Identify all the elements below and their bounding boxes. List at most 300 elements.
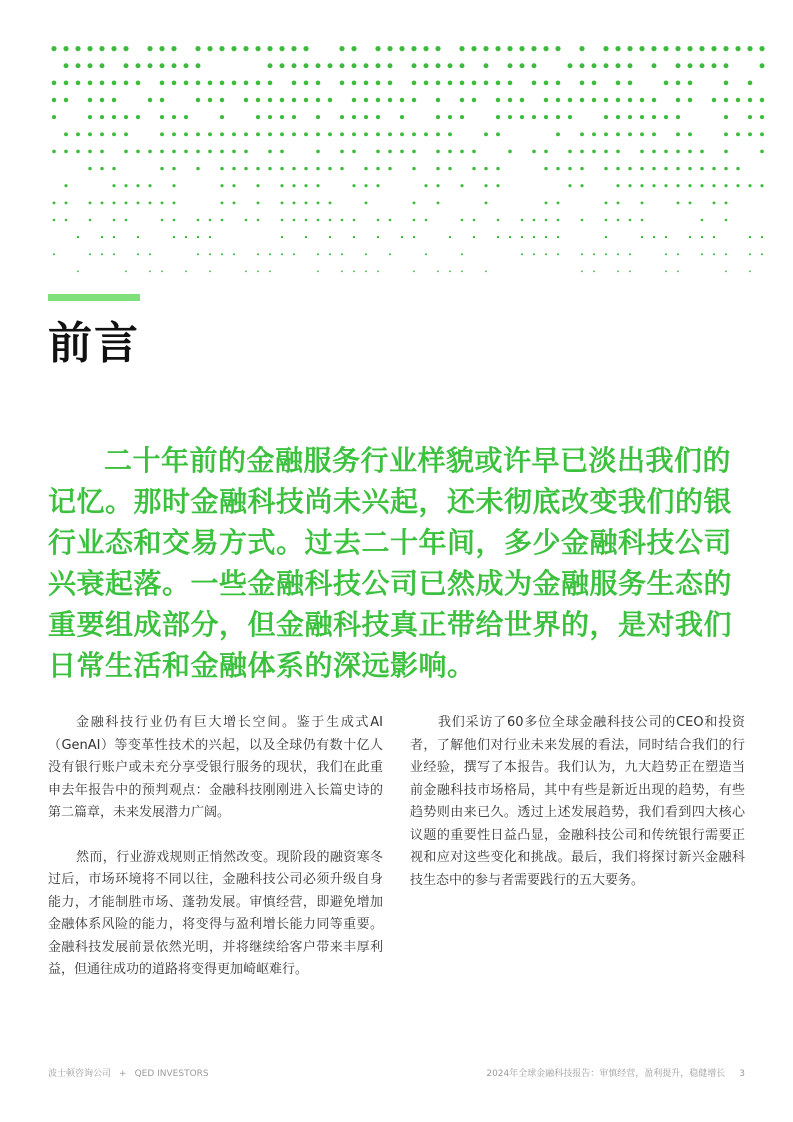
decor-dot (676, 115, 680, 119)
decor-dot (676, 167, 679, 170)
decor-dot (615, 46, 620, 51)
decor-dot (317, 219, 320, 222)
decor-dot (664, 167, 667, 170)
decor-dot (425, 253, 427, 255)
decor-dot (149, 201, 152, 204)
decor-dot (291, 46, 296, 51)
decor-dot (304, 167, 307, 170)
footer-report-title: 2024年全球金融科技报告：审慎经营，盈利提升，稳健增长 (486, 1069, 726, 1079)
decor-dot (268, 81, 273, 86)
decor-dot (628, 132, 632, 136)
decor-dot (735, 46, 740, 51)
decor-dot (748, 98, 752, 102)
decor-dot (749, 253, 751, 255)
footer-right (486, 1066, 745, 1079)
decor-dot (616, 167, 619, 170)
decor-dot (532, 81, 537, 86)
decor-dot (604, 167, 607, 170)
decor-dot (137, 253, 139, 255)
decor-dot (472, 167, 475, 170)
decor-dot (640, 184, 643, 187)
decor-dot (353, 219, 356, 222)
decor-dot (173, 236, 175, 238)
decor-dot (137, 201, 140, 204)
decor-dot (724, 63, 729, 68)
decor-dot (484, 63, 489, 68)
decor-dot (377, 236, 379, 238)
decor-dot (100, 132, 104, 136)
decor-dot (640, 132, 644, 136)
decor-dot (220, 167, 223, 170)
decor-dot (603, 46, 608, 51)
decor-dot (723, 46, 728, 51)
decor-dot (700, 167, 703, 170)
decor-dot (700, 184, 703, 187)
decor-dot (221, 219, 224, 222)
decor-dot (376, 167, 379, 170)
decor-dot (376, 184, 379, 187)
decor-dot (220, 150, 224, 154)
decor-dot (724, 115, 728, 119)
decor-dot (411, 46, 416, 51)
decor-dot (124, 150, 128, 154)
decor-dot (604, 98, 608, 102)
decor-dot (280, 150, 284, 154)
decor-dot (389, 253, 391, 255)
decor-dot (364, 132, 368, 136)
decor-dot (580, 98, 584, 102)
decor-dot (616, 98, 620, 102)
decor-dot (268, 98, 272, 102)
decor-dot (280, 167, 283, 170)
decor-dot (256, 115, 260, 119)
lead-paragraph: 二十年前的金融服务行业样貌或许早已淡出我们的记忆。那时金融科技尚未兴起，还未彻底改变我们的银行业态和交易方式。过去二十年间，多少金融科技公司兴衰起落。一些金融科技公司已然成为金融服务生态的重要组成部分，但金融科技真正带给世界的，是对我们日常生活和金融体系的深远影响。 (48, 444, 733, 682)
decor-dot (184, 81, 189, 86)
decor-dot (724, 150, 728, 154)
decor-dot (160, 167, 163, 170)
decor-dot (664, 150, 668, 154)
decor-dot (88, 81, 93, 86)
decor-dot (388, 81, 393, 86)
decor-dot (557, 236, 559, 238)
decor-dot (520, 98, 524, 102)
decor-dot (209, 270, 211, 272)
decor-dot (171, 46, 176, 51)
decor-dot (124, 184, 127, 187)
decor-dot (533, 236, 535, 238)
decor-dot (412, 150, 416, 154)
decor-dot (424, 132, 428, 136)
decor-dot (532, 115, 536, 119)
decor-dot (149, 253, 151, 255)
decor-dot (713, 236, 715, 238)
decor-dot (184, 115, 188, 119)
decor-dot (412, 98, 416, 102)
decor-dot (244, 150, 248, 154)
decor-dot (568, 184, 571, 187)
decor-dot (663, 46, 668, 51)
decor-dot (124, 63, 129, 68)
decor-dot (711, 46, 716, 51)
title-accent-bar (48, 294, 140, 301)
decor-dot (665, 270, 667, 272)
decor-dot (196, 63, 201, 68)
decor-dot (317, 201, 320, 204)
decor-dot (533, 253, 535, 255)
decor-dot (759, 46, 764, 51)
decor-dot (472, 81, 477, 86)
decor-dot (292, 132, 296, 136)
decor-dot (232, 81, 237, 86)
decor-dot (592, 132, 596, 136)
decor-dot (688, 184, 691, 187)
decor-dot (460, 98, 464, 102)
decor-dot (556, 98, 560, 102)
decor-dot (436, 63, 441, 68)
decor-dot (616, 63, 621, 68)
decor-dot (64, 98, 68, 102)
decor-dot (580, 63, 585, 68)
decor-dot (112, 184, 115, 187)
decor-dot (701, 236, 703, 238)
decor-dot (328, 63, 333, 68)
decor-dot (461, 270, 463, 272)
decor-dot (605, 236, 607, 238)
decor-dot (653, 236, 655, 238)
decor-dot (196, 167, 199, 170)
decor-dot (111, 46, 116, 51)
decor-dot (496, 132, 500, 136)
decor-dot (448, 115, 452, 119)
decor-dot (688, 98, 692, 102)
decor-dot (677, 270, 679, 272)
decor-dot (593, 253, 595, 255)
decor-dot (352, 63, 357, 68)
decor-dot (412, 63, 417, 68)
decor-dot (376, 115, 380, 119)
decor-dot (160, 63, 165, 68)
decor-dot (329, 236, 331, 238)
decor-dot (232, 184, 235, 187)
decor-dot (376, 63, 381, 68)
decor-dot (436, 115, 440, 119)
decor-dot (376, 81, 381, 86)
decor-dot (652, 63, 657, 68)
decor-dot (724, 98, 728, 102)
decor-dot (437, 270, 439, 272)
decor-dot (267, 46, 272, 51)
decor-dot (413, 219, 416, 222)
decor-dot (724, 167, 727, 170)
decor-dot (688, 150, 692, 154)
decor-dot (52, 98, 56, 102)
decor-dot (88, 132, 92, 136)
decor-dot (76, 63, 81, 68)
decor-dot (388, 98, 392, 102)
decor-dot (605, 219, 608, 222)
decor-dot (304, 63, 309, 68)
decor-dot (508, 63, 513, 68)
decor-dot (219, 46, 224, 51)
decor-dot (377, 219, 380, 222)
decor-dot (412, 132, 416, 136)
decor-dot (53, 253, 55, 255)
decor-dot (101, 253, 103, 255)
decor-dot (269, 253, 271, 255)
decor-dot (496, 167, 499, 170)
decor-dot (376, 132, 380, 136)
decor-dot (220, 81, 225, 86)
decor-dot (508, 150, 512, 154)
decor-dot (256, 184, 259, 187)
decor-dot (268, 132, 272, 136)
decor-dot (628, 81, 633, 86)
decor-dot (209, 219, 212, 222)
decor-dot (88, 150, 92, 154)
decor-dot (196, 81, 201, 86)
decor-dot (448, 132, 452, 136)
decor-dot (281, 201, 284, 204)
decor-dot (64, 63, 69, 68)
decor-dot (64, 132, 68, 136)
decor-dot (388, 63, 393, 68)
decor-dot (545, 253, 547, 255)
decor-dot (436, 184, 439, 187)
decor-dot (209, 236, 211, 238)
decor-dot (89, 253, 91, 255)
decor-dot (460, 115, 464, 119)
decor-dot (304, 184, 307, 187)
decor-dot (280, 98, 284, 102)
decor-dot (256, 132, 260, 136)
decor-dot (316, 63, 321, 68)
decor-dot (520, 63, 525, 68)
decor-dot (255, 46, 260, 51)
decor-dot (221, 253, 223, 255)
decor-dot (749, 236, 751, 238)
decor-dot (519, 46, 524, 51)
decor-dot (436, 150, 440, 154)
decor-dot (531, 46, 536, 51)
decor-dot (557, 201, 560, 204)
decor-dot (77, 270, 79, 272)
decor-dot (279, 46, 284, 51)
decor-dot (628, 167, 631, 170)
decor-dot (461, 219, 464, 222)
decor-dot (617, 219, 620, 222)
decor-dot (64, 81, 69, 86)
decor-dot (689, 201, 692, 204)
decor-dot (123, 46, 128, 51)
decor-dot (400, 115, 404, 119)
decor-dot (125, 219, 128, 222)
decor-dot (676, 81, 681, 86)
decor-dot (665, 236, 667, 238)
decor-dot (436, 132, 440, 136)
decor-dot (736, 184, 739, 187)
decor-dot (268, 167, 271, 170)
decor-dot (413, 270, 415, 272)
decor-dot (280, 115, 284, 119)
decor-dot (125, 201, 128, 204)
decor-dot (305, 236, 307, 238)
decor-dot (161, 201, 164, 204)
decor-dot (268, 150, 272, 154)
decor-dot (88, 63, 93, 68)
decor-dot (485, 270, 487, 272)
decor-dot (124, 81, 129, 86)
decor-dot (617, 270, 619, 272)
decor-dot (317, 253, 319, 255)
decor-dot (688, 63, 693, 68)
decor-dot (557, 219, 560, 222)
decor-dot (747, 46, 752, 51)
decor-dot (149, 270, 151, 272)
decor-dot (581, 270, 583, 272)
decor-dot (484, 184, 487, 187)
decor-dot (112, 98, 116, 102)
decor-dot (220, 184, 223, 187)
decor-dot (413, 201, 416, 204)
decor-dot (555, 46, 560, 51)
decor-dot (688, 167, 691, 170)
decor-dot (172, 150, 176, 154)
decor-dot (375, 46, 380, 51)
decor-dot (161, 270, 163, 272)
decor-dot (293, 253, 295, 255)
decor-dot (244, 98, 248, 102)
decor-dot (64, 150, 68, 154)
decor-dot (580, 150, 584, 154)
decor-dot (353, 270, 355, 272)
decor-dot (545, 219, 548, 222)
decor-dot (485, 201, 488, 204)
decor-dot (400, 132, 404, 136)
decor-dot (75, 46, 80, 51)
decor-dot (640, 150, 644, 154)
decor-dot (508, 98, 512, 102)
decor-dot (496, 98, 500, 102)
decor-dot (483, 46, 488, 51)
decor-dot (712, 63, 717, 68)
decor-dot (497, 236, 499, 238)
decor-dot (304, 132, 308, 136)
decor-dot (436, 81, 441, 86)
decor-dot (353, 236, 355, 238)
decor-dot (676, 132, 680, 136)
decor-dot (760, 63, 765, 68)
decor-dot (424, 63, 429, 68)
decor-dot (425, 219, 428, 222)
decor-dot (459, 46, 464, 51)
decor-dot (148, 150, 152, 154)
decor-dot (496, 115, 500, 119)
decor-dot (269, 270, 271, 272)
decor-dot (172, 167, 175, 170)
decor-dot (448, 150, 452, 154)
decor-dot (521, 253, 523, 255)
decor-dot (629, 270, 631, 272)
decor-dot (292, 63, 297, 68)
decor-dot (257, 219, 260, 222)
decor-dot (604, 63, 609, 68)
decor-dot (521, 219, 524, 222)
decor-dot (424, 184, 427, 187)
decor-dot (88, 98, 92, 102)
decor-dot (460, 81, 465, 86)
decor-dot (329, 219, 332, 222)
decor-dot (748, 132, 752, 136)
decor-dot (436, 98, 440, 102)
decor-dot (460, 63, 465, 68)
decor-dot (172, 63, 177, 68)
decor-dot (544, 98, 548, 102)
decor-dot (245, 219, 248, 222)
decor-dot (173, 201, 176, 204)
body-column-left (48, 712, 383, 1004)
decor-dot (208, 98, 212, 102)
decor-dot (232, 167, 235, 170)
decor-dot (256, 81, 261, 86)
decor-dot (532, 150, 536, 154)
decor-dot (160, 132, 164, 136)
decor-dot (196, 98, 200, 102)
decor-dot (87, 46, 92, 51)
decor-dot (293, 201, 296, 204)
decor-dot (280, 132, 284, 136)
decor-dot (760, 132, 764, 136)
decor-dot (136, 81, 141, 86)
decor-dot (160, 81, 165, 86)
decor-dot (543, 46, 548, 51)
decor-dot (112, 81, 117, 86)
footer-company: 波士顿咨询公司 (48, 1069, 112, 1079)
decor-dot (508, 81, 513, 86)
decor-dot (124, 115, 128, 119)
decor-dot (113, 201, 116, 204)
decor-dot (568, 98, 572, 102)
decor-dot (352, 184, 355, 187)
decor-dot (256, 98, 260, 102)
decor-dot (340, 132, 344, 136)
decor-dot (676, 63, 681, 68)
decor-dot (533, 219, 536, 222)
decor-dot (160, 150, 164, 154)
body-paragraph: 金融科技行业仍有巨大增长空间。鉴于生成式AI（GenAI）等变革性技术的兴起，以及全球仍有数十亿人没有银行账户或未充分享受银行服务的现状，我们在此重申去年报告中的预判观点：金融科技刚刚进入长篇史诗的第二篇章，未来发展潜力广阔。 (48, 715, 383, 820)
decor-dot (328, 132, 332, 136)
decor-dot (568, 150, 572, 154)
page-number: 3 (739, 1069, 745, 1079)
body-column-right (410, 712, 745, 914)
decor-dot (341, 270, 343, 272)
decor-dot (628, 184, 631, 187)
decor-dot (329, 253, 331, 255)
decor-dot (448, 63, 453, 68)
decor-dot (473, 219, 476, 222)
decor-dot (113, 236, 115, 238)
decor-dot (628, 98, 632, 102)
decor-dot (399, 46, 404, 51)
decor-dot (617, 253, 619, 255)
decor-dot (412, 81, 417, 86)
decor-dot (316, 150, 320, 154)
decor-dot (233, 201, 236, 204)
decor-dot (629, 219, 632, 222)
decor-dot (664, 81, 669, 86)
decor-dot (136, 63, 141, 68)
decor-dot (665, 253, 667, 255)
decor-dot (508, 115, 512, 119)
